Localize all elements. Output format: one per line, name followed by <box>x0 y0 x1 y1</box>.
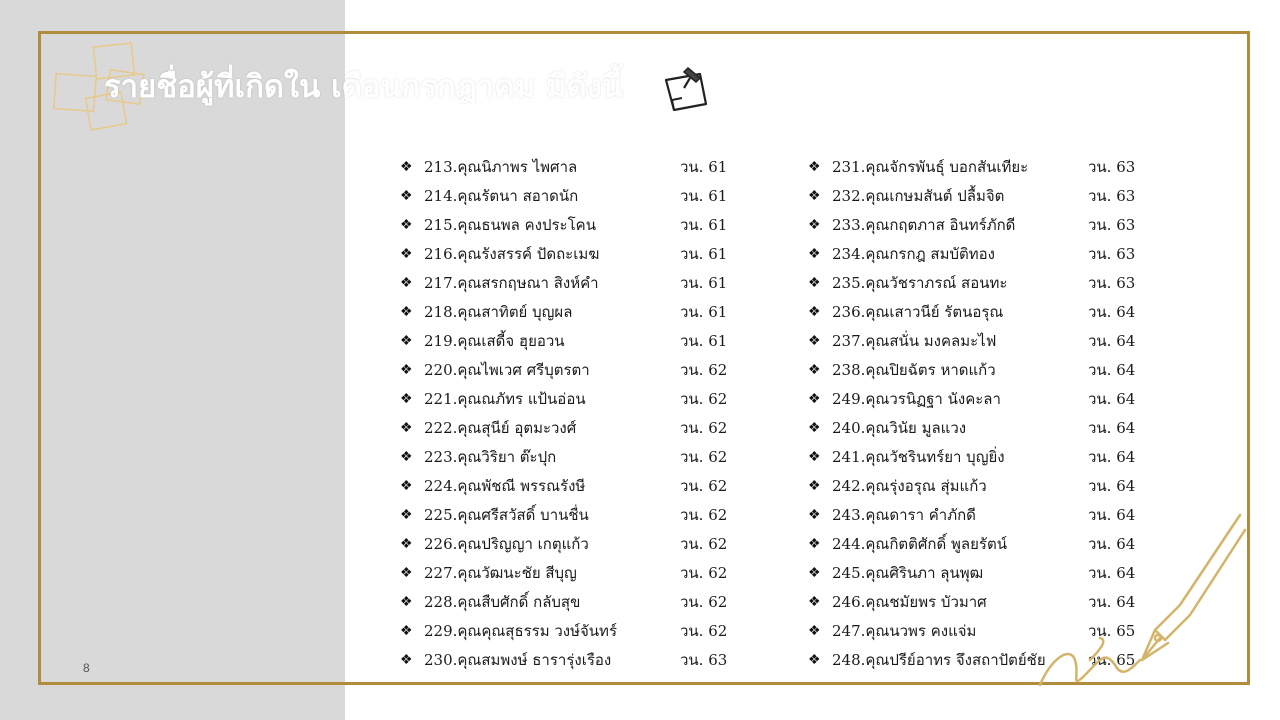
member-dept: วน. 62 <box>680 476 728 495</box>
diamond-bullet-icon: ❖ <box>808 303 821 320</box>
member-dept: วน. 62 <box>680 389 728 408</box>
member-name: 237.คุณสนั่น มงคลมะไฟ <box>832 331 997 350</box>
diamond-bullet-icon: ❖ <box>400 158 413 175</box>
sticky-note-pin-icon <box>660 64 714 118</box>
list-item <box>808 181 1148 210</box>
diamond-bullet-icon: ❖ <box>808 593 821 610</box>
list-item <box>400 442 740 471</box>
member-name: 235.คุณวัชราภรณ์ สอนทะ <box>832 273 1008 292</box>
member-dept: วน. 63 <box>680 650 728 669</box>
diamond-bullet-icon: ❖ <box>808 245 821 262</box>
member-dept: วน. 63 <box>1088 215 1136 234</box>
diamond-bullet-icon: ❖ <box>808 361 821 378</box>
member-name: 238.คุณปิยฉัตร หาดแก้ว <box>832 360 996 379</box>
page-number: 8 <box>83 661 90 675</box>
list-item <box>400 384 740 413</box>
member-name: 215.คุณธนพล คงประโคน <box>424 215 596 234</box>
member-dept: วน. 61 <box>680 331 728 350</box>
member-name: 226.คุณปริญญา เกตุแก้ว <box>424 534 589 553</box>
list-item <box>808 442 1148 471</box>
diamond-bullet-icon: ❖ <box>808 622 821 639</box>
member-name: 223.คุณวิริยา ต๊ะปุก <box>424 447 557 466</box>
member-dept: วน. 63 <box>1088 244 1136 263</box>
list-item <box>400 152 740 181</box>
list-item <box>808 210 1148 239</box>
member-dept: วน. 62 <box>680 447 728 466</box>
member-dept: วน. 64 <box>1088 302 1136 321</box>
member-dept: วน. 64 <box>1088 505 1136 524</box>
diamond-bullet-icon: ❖ <box>400 245 413 262</box>
diamond-bullet-icon: ❖ <box>400 390 413 407</box>
diamond-bullet-icon: ❖ <box>400 448 413 465</box>
page-title: รายชื่อผู้ที่เกิดใน เดือนกรกฎาคม มีดังนี้ <box>104 69 623 105</box>
diamond-bullet-icon: ❖ <box>400 593 413 610</box>
list-item <box>808 152 1148 181</box>
member-name: 220.คุณไพเวศ ศรีบุตรตา <box>424 360 590 379</box>
member-name: 221.คุณณภัทร แป้นอ่อน <box>424 389 586 408</box>
diamond-bullet-icon: ❖ <box>808 651 821 668</box>
list-item <box>808 268 1148 297</box>
member-name: 227.คุณวัฒนะชัย สีบุญ <box>424 563 577 582</box>
member-name: 244.คุณกิตติศักดิ์ พูลยรัตน์ <box>832 534 1007 553</box>
list-item <box>400 268 740 297</box>
member-name: 230.คุณสมพงษ์ ธารารุ่งเรือง <box>424 650 612 669</box>
member-dept: วน. 63 <box>1088 157 1136 176</box>
list-item <box>808 297 1148 326</box>
member-dept: วน. 63 <box>1088 186 1136 205</box>
list-item <box>400 471 740 500</box>
birthday-list-left <box>400 152 740 674</box>
member-dept: วน. 62 <box>680 621 728 640</box>
member-dept: วน. 64 <box>1088 389 1136 408</box>
diamond-bullet-icon: ❖ <box>808 506 821 523</box>
diamond-bullet-icon: ❖ <box>400 535 413 552</box>
list-item <box>400 326 740 355</box>
list-item <box>400 210 740 239</box>
diamond-bullet-icon: ❖ <box>808 564 821 581</box>
diamond-bullet-icon: ❖ <box>400 216 413 233</box>
member-name: 224.คุณพัชณี พรรณรังษี <box>424 476 586 495</box>
diamond-bullet-icon: ❖ <box>808 448 821 465</box>
member-dept: วน. 63 <box>1088 273 1136 292</box>
list-item <box>400 616 740 645</box>
diamond-bullet-icon: ❖ <box>808 274 821 291</box>
member-dept: วน. 61 <box>680 302 728 321</box>
list-item <box>808 384 1148 413</box>
member-dept: วน. 61 <box>680 157 728 176</box>
diamond-bullet-icon: ❖ <box>808 477 821 494</box>
member-name: 248.คุณปรีย์อาทร จึงสถาปัตย์ชัย <box>832 650 1046 669</box>
list-item <box>400 413 740 442</box>
member-name: 217.คุณสรกฤษณา สิงห์คำ <box>424 273 599 292</box>
diamond-bullet-icon: ❖ <box>400 419 413 436</box>
member-name: 214.คุณรัตนา สอาดนัก <box>424 186 579 205</box>
fountain-pen-icon <box>1030 510 1260 695</box>
diamond-bullet-icon: ❖ <box>808 332 821 349</box>
member-name: 242.คุณรุ่งอรุณ สุ่มแก้ว <box>832 476 987 495</box>
list-item <box>808 471 1148 500</box>
diamond-bullet-icon: ❖ <box>400 361 413 378</box>
member-dept: วน. 64 <box>1088 331 1136 350</box>
diamond-bullet-icon: ❖ <box>400 332 413 349</box>
member-dept: วน. 64 <box>1088 418 1136 437</box>
member-name: 236.คุณเสาวนีย์ รัตนอรุณ <box>832 302 1004 321</box>
diamond-bullet-icon: ❖ <box>400 506 413 523</box>
list-item <box>400 297 740 326</box>
list-item <box>400 239 740 268</box>
diamond-bullet-icon: ❖ <box>808 158 821 175</box>
member-name: 222.คุณสุนีย์ อุตมะวงศ์ <box>424 418 577 437</box>
list-item <box>400 181 740 210</box>
diamond-bullet-icon: ❖ <box>400 564 413 581</box>
member-name: 233.คุณกฤตภาส อินทร์ภักดี <box>832 215 1016 234</box>
member-dept: วน. 62 <box>680 505 728 524</box>
member-name: 246.คุณชมัยพร บัวมาศ <box>832 592 987 611</box>
member-name: 219.คุณเสดี้จ ฮุยอวน <box>424 331 565 350</box>
diamond-bullet-icon: ❖ <box>808 187 821 204</box>
diamond-bullet-icon: ❖ <box>808 216 821 233</box>
member-dept: วน. 62 <box>680 534 728 553</box>
diamond-bullet-icon: ❖ <box>400 622 413 639</box>
list-item <box>400 587 740 616</box>
list-item <box>400 529 740 558</box>
list-item <box>400 500 740 529</box>
member-dept: วน. 61 <box>680 186 728 205</box>
member-name: 245.คุณศิรินภา ลุนพุฒ <box>832 563 984 582</box>
list-item <box>808 326 1148 355</box>
member-dept: วน. 61 <box>680 215 728 234</box>
member-name: 228.คุณสืบศักดิ์ กลับสุข <box>424 592 581 611</box>
member-dept: วน. 64 <box>1088 476 1136 495</box>
member-dept: วน. 61 <box>680 244 728 263</box>
member-dept: วน. 62 <box>680 418 728 437</box>
member-dept: วน. 62 <box>680 360 728 379</box>
member-name: 229.คุณคุณสุธรรม วงษ์จันทร์ <box>424 621 618 640</box>
diamond-bullet-icon: ❖ <box>808 419 821 436</box>
member-dept: วน. 62 <box>680 592 728 611</box>
member-name: 234.คุณกรกฎ สมบัติทอง <box>832 244 995 263</box>
diamond-bullet-icon: ❖ <box>400 303 413 320</box>
member-name: 232.คุณเกษมสันต์ ปลื้มจิต <box>832 186 1005 205</box>
diamond-bullet-icon: ❖ <box>400 477 413 494</box>
member-name: 240.คุณวินัย มูลแวง <box>832 418 967 437</box>
member-name: 216.คุณรังสรรค์ ปัดถะเมฆ <box>424 244 600 263</box>
member-dept: วน. 61 <box>680 273 728 292</box>
list-item <box>808 239 1148 268</box>
member-dept: วน. 65 <box>1088 621 1136 640</box>
member-name: 243.คุณดารา คำภักดี <box>832 505 976 524</box>
member-dept: วน. 62 <box>680 563 728 582</box>
list-item <box>400 645 740 674</box>
member-dept: วน. 65 <box>1088 650 1136 669</box>
member-dept: วน. 64 <box>1088 447 1136 466</box>
member-name: 249.คุณวรนิฏฐา นังคะลา <box>832 389 1001 408</box>
member-name: 247.คุณนวพร คงแจ่ม <box>832 621 977 640</box>
member-name: 241.คุณวัชรินทร์ยา บุญยิ่ง <box>832 447 1005 466</box>
member-name: 231.คุณจักรพันธุ์ บอกสันเทียะ <box>832 157 1029 176</box>
member-dept: วน. 64 <box>1088 563 1136 582</box>
diamond-bullet-icon: ❖ <box>400 274 413 291</box>
diamond-bullet-icon: ❖ <box>808 535 821 552</box>
list-item <box>808 413 1148 442</box>
list-item <box>808 355 1148 384</box>
member-name: 225.คุณศรีสวัสดิ์ บานชื่น <box>424 505 589 524</box>
member-dept: วน. 64 <box>1088 592 1136 611</box>
diamond-bullet-icon: ❖ <box>808 390 821 407</box>
member-dept: วน. 64 <box>1088 534 1136 553</box>
member-name: 213.คุณนิภาพร ไพศาล <box>424 157 578 176</box>
member-name: 218.คุณสาทิตย์ บุญผล <box>424 302 573 321</box>
diamond-bullet-icon: ❖ <box>400 187 413 204</box>
list-item <box>400 355 740 384</box>
member-dept: วน. 64 <box>1088 360 1136 379</box>
list-item <box>400 558 740 587</box>
diamond-bullet-icon: ❖ <box>400 651 413 668</box>
